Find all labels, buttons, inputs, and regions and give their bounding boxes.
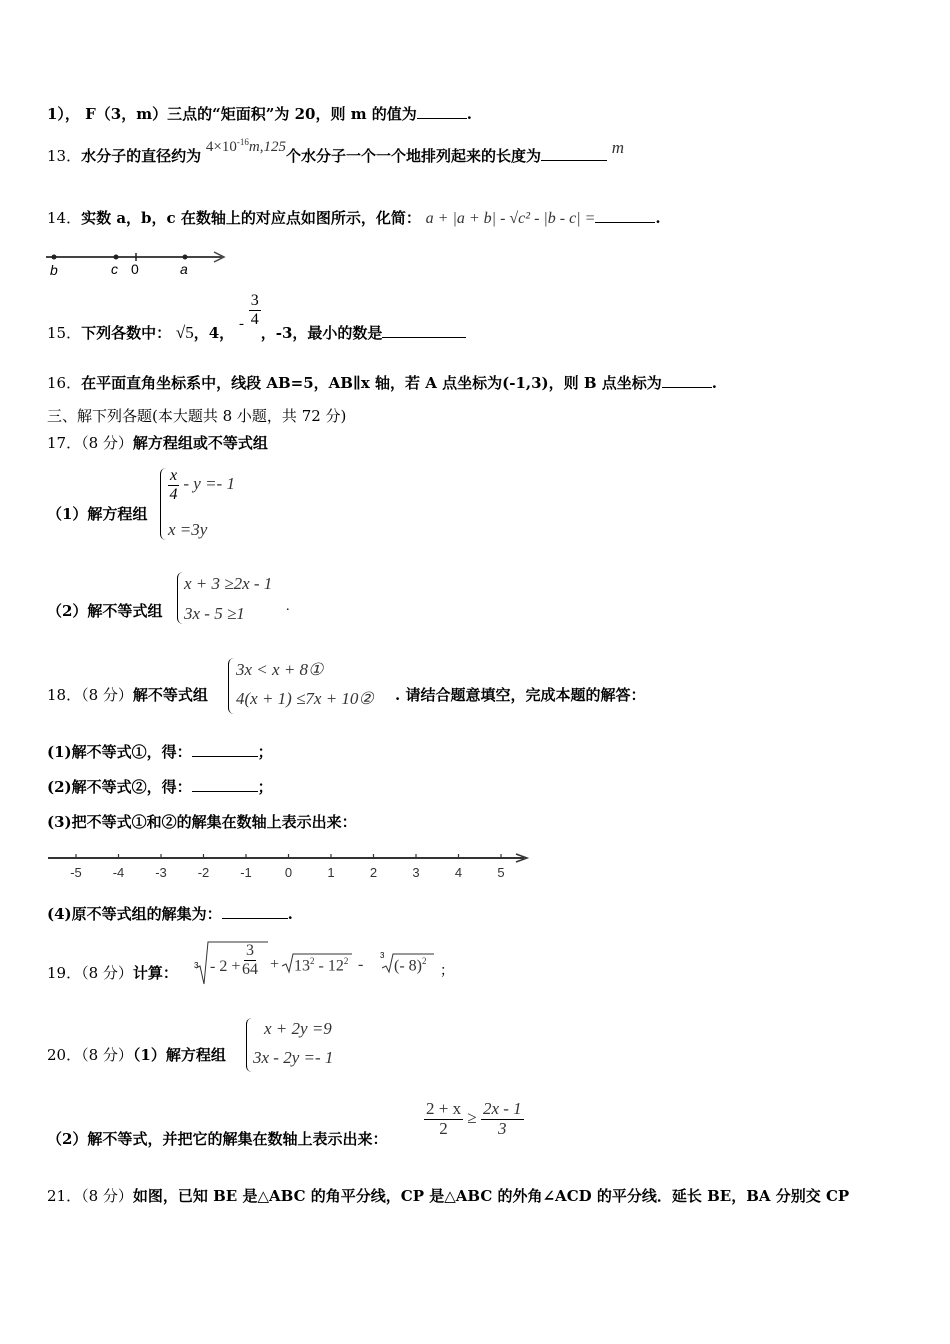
q12-end: .: [466, 105, 473, 123]
q12-line: [47, 103, 472, 124]
q13-line: [47, 137, 625, 166]
q14-point-b: [52, 255, 57, 260]
q16-blank: [662, 387, 712, 388]
q19-a: - 2 +: [210, 958, 241, 975]
q20-number: 20．: [47, 1046, 82, 1064]
q12-blank: [417, 118, 467, 119]
q18-step4-end: .: [287, 905, 293, 923]
q13-math2: m,125: [248, 139, 286, 155]
q13-unit: m: [611, 138, 625, 157]
q18-step2-blank: [192, 791, 258, 792]
q18-tick-label: -5: [70, 865, 82, 880]
q19-fraction: [242, 942, 258, 978]
q17-p1-eq1-rest: - y =- 1: [183, 474, 235, 493]
q12-text: 1）， F（3，m）三点的“矩面积”为 20，则 m 的值为: [47, 105, 417, 123]
q14-expression: a + |a + b| - √c² - |b - c| =: [425, 210, 596, 227]
q18-after: . 请结合题意填空，完成本题的解答：: [395, 686, 646, 704]
q13-exponent: -16: [236, 137, 249, 147]
q18-step2-semi: ；: [257, 778, 273, 796]
q17-p1-denominator: 4: [169, 485, 178, 503]
q20-line: [47, 1044, 226, 1065]
q15-fraction: [249, 292, 261, 328]
q17-score: （8 分）: [81, 434, 133, 452]
q16-end: .: [711, 374, 718, 392]
q19-12: 12: [327, 957, 344, 975]
q18-step1-text: (1)解不等式①，得：: [47, 743, 192, 761]
q19-line: [47, 962, 178, 983]
q15-line: [47, 292, 466, 343]
q18-tick-label: -3: [155, 865, 167, 880]
q20-right-fraction: [481, 1100, 524, 1138]
q18-tick-label: -2: [197, 865, 210, 880]
q18-tick-label: 2: [369, 865, 378, 880]
q18-tick-label: 1: [327, 865, 335, 880]
q17-p1-eq1: [168, 467, 235, 503]
q17-line: [47, 432, 268, 453]
q17-p2-eq2: 3x - 5 ≥1: [184, 604, 245, 623]
q18-tick-label: -1: [240, 865, 252, 880]
q15-numerator: 3: [250, 292, 259, 309]
q13-number: 13．: [47, 147, 82, 165]
q13-math: [206, 139, 286, 155]
q14-label-b: b: [50, 262, 58, 278]
q18-tick-label: 5: [497, 865, 505, 880]
q19-score: （8 分）: [81, 964, 133, 982]
q17-p2-label: （2）解不等式组: [47, 602, 163, 620]
q18-text: 解不等式组: [132, 686, 208, 704]
q15-number: 15．: [47, 324, 82, 343]
q21-score: （8 分）: [81, 1187, 133, 1205]
q20-left-denominator: 2: [439, 1118, 448, 1138]
q14-label-0: 0: [131, 261, 139, 277]
q14-line: [47, 207, 661, 228]
q18-step4-blank: [222, 918, 288, 919]
q18-step4-text: (4)原不等式组的解集为：: [47, 905, 222, 923]
q15-sqrt5: √5: [175, 323, 194, 343]
q19-13: 13: [294, 957, 310, 975]
q18-step1: [47, 741, 273, 762]
q18-step1-semi: ；: [257, 743, 273, 761]
q21-number: 21．: [47, 1187, 82, 1205]
q13-text2: 个水分子一个一个地排列起来的长度为: [285, 147, 541, 165]
q18-tick-label: -4: [112, 865, 125, 880]
q20-inequality: [424, 1100, 524, 1138]
q17-text: 解方程组或不等式组: [132, 434, 268, 452]
q15-rest: ，-3，最小的数是: [260, 324, 383, 343]
q17-p2-brace: [177, 572, 184, 624]
q18-tick-label: 3: [412, 865, 420, 880]
q18-step2: [47, 776, 273, 797]
q18-eq1: 3x < x + 8①: [236, 660, 324, 679]
q14-label-a: a: [180, 261, 188, 277]
q19-end: ；: [440, 963, 454, 979]
q20-left-fraction: [424, 1100, 463, 1138]
q19-numerator: 3: [246, 942, 254, 959]
q14-point-a: [183, 255, 188, 260]
q15-blank: [382, 337, 466, 338]
q18-step4: [47, 903, 293, 924]
q18-score: （8 分）: [81, 686, 133, 704]
q17-p1-eq2: x =3y: [168, 520, 208, 539]
q17-p1-numerator: x: [170, 467, 178, 484]
q21-text: 如图，已知 BE 是△ABC 的角平分线，CP 是△ABC 的外角∠ACD 的平分线．延长 BE，BA 分别交 CP: [132, 1187, 850, 1205]
q18-brace: [228, 658, 235, 714]
q17-p2-eq1: x + 3 ≥2x - 1: [184, 574, 273, 593]
q18-step3: (3)把不等式①和②的解集在数轴上表示出来：: [47, 813, 357, 831]
q16-line: [47, 372, 717, 393]
q18-number-line: [46, 850, 532, 884]
q20-score: （8 分）: [81, 1046, 133, 1064]
q14-number-line: [44, 247, 234, 279]
q20-eq2: 3x - 2y =- 1: [253, 1048, 334, 1067]
q17-p1-fraction: [168, 467, 179, 503]
q20-left-numerator: 2 + x: [426, 1099, 462, 1118]
q14-end: .: [655, 209, 661, 227]
q19-text: 计算：: [132, 964, 178, 982]
section-3-title: 三、解下列各题(本大题共 8 小题，共 72 分): [47, 407, 347, 425]
q14-label-c: c: [111, 261, 118, 277]
q20-p1-label: （1）解方程组: [132, 1046, 226, 1064]
q20-eq1: x + 2y =9: [264, 1019, 332, 1038]
q16-number: 16．: [47, 374, 82, 392]
q19-neg8: (- 8): [394, 957, 422, 975]
q14-text: 实数 a，b，c 在数轴上的对应点如图所示，化简：: [81, 209, 421, 227]
q19-sqrt-body: $13^2 - 12^2$: [294, 956, 349, 975]
q18-step2-text: (2)解不等式②，得：: [47, 778, 192, 796]
q17-p1-label: （1）解方程组: [47, 505, 148, 523]
q13-base: 4×10: [205, 139, 237, 155]
q17-number: 17．: [47, 434, 82, 452]
q17-p2-end: .: [286, 599, 290, 614]
q15-text: 下列各数中：: [81, 324, 172, 343]
q18-line: [47, 684, 208, 705]
q14-number: 14．: [47, 209, 82, 227]
q15-four: ，4，: [193, 324, 235, 343]
q20-right-numerator: 2x - 1: [482, 1099, 522, 1118]
q20-right-denominator: 3: [498, 1118, 507, 1138]
q20-relation: ≥: [467, 1108, 477, 1128]
q21-line: [47, 1185, 849, 1206]
q17-p1-brace: [160, 468, 167, 540]
q20-p2-label: （2）解不等式，并把它的解集在数轴上表示出来：: [47, 1130, 388, 1148]
q15-minus: -: [238, 316, 244, 333]
q18-tick-label: 0: [284, 865, 293, 880]
q14-blank: [595, 222, 655, 223]
q20-brace: [246, 1018, 253, 1072]
q16-text: 在平面直角坐标系中，线段 AB=5，AB∥x 轴，若 A 点坐标为(-1,3)，则 B 点坐标为: [81, 374, 662, 392]
q19-cbrt2-body: (- 8)$^2$: [394, 956, 427, 975]
q18-number: 18．: [47, 686, 82, 704]
q18-eq2: 4(x + 1) ≤7x + 10②: [236, 689, 374, 708]
q19-number: 19．: [47, 964, 82, 982]
q13-blank: [541, 160, 607, 161]
q18-step1-blank: [192, 756, 258, 757]
svg-text:3: 3: [380, 951, 385, 960]
q14-point-c: [114, 255, 119, 260]
q18-tick-label: 4: [454, 865, 463, 880]
q15-denominator: 4: [250, 310, 259, 328]
q13-text1: 水分子的直径约为: [81, 147, 202, 165]
svg-text:3: 3: [194, 961, 199, 970]
q19-denominator: 64: [242, 960, 258, 978]
